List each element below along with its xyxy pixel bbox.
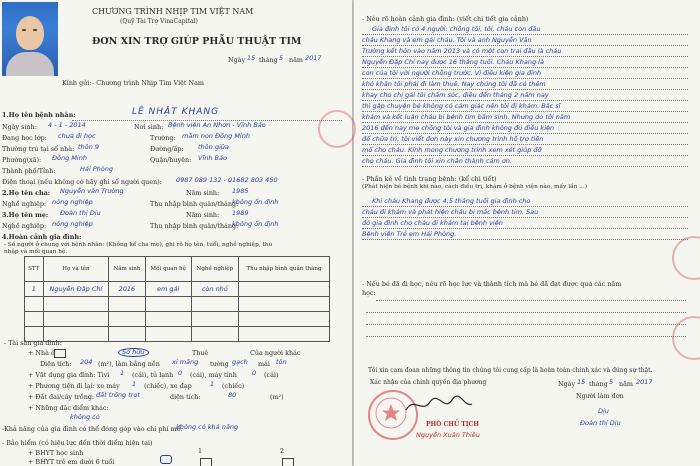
- insurance-option-2: 2: [280, 447, 285, 455]
- table-row: [25, 327, 330, 342]
- handwritten-line: Trường kết hôn vào năm 2013 và có một con trai đầu là cháu: [362, 47, 562, 55]
- motorbike-count: 1: [132, 380, 137, 388]
- ward-label: Phường(xã):: [2, 156, 42, 164]
- area-value: 204: [80, 358, 93, 366]
- mother-name: Đoàn thị Dịu: [60, 209, 101, 217]
- col-stt: STT: [25, 257, 44, 282]
- bike-unit: (chiếc): [222, 382, 245, 390]
- program-name: CHƯƠNG TRÌNH NHỊP TIM VIỆT NAM: [92, 7, 254, 16]
- date-prefix: Ngày: [228, 56, 246, 64]
- handwritten-line: Khi cháu Khang được 4,5 tháng tuổi gia đình cho: [372, 197, 531, 205]
- father-yob: 1985: [232, 187, 249, 195]
- official-name: Nguyễn Xuân Thiều: [416, 431, 480, 439]
- handwritten-line: đó gia đình cho cháu đi khám tại bệnh viện: [362, 219, 503, 227]
- family-note-2: nhập và mối quan hệ.: [4, 249, 68, 255]
- date-year: 2017: [305, 54, 322, 62]
- sponsor: (Quỹ Tài Trợ VinaCapital): [120, 18, 198, 25]
- district-value: Vĩnh Bảo: [198, 154, 227, 162]
- relative-option[interactable]: Của người khác: [250, 349, 301, 357]
- handwritten-line: Nguyễn Đặp Chí nay được 16 tháng tuổi. Cháu Khang là: [362, 58, 544, 66]
- street-label: Đường/ấp:: [150, 145, 184, 153]
- bike-label: (chiếc), xe đạp: [144, 382, 192, 390]
- ward-value: Đồng Minh: [52, 154, 87, 162]
- household-table: [24, 256, 330, 342]
- medical-sub: (Phát hiện bé bệnh khi nào, cách điều trị, khám ở bệnh viện nào, mấy lần ...): [362, 184, 587, 190]
- mother-income: không ổn định: [232, 220, 279, 228]
- edge-stamp-1: [672, 236, 700, 280]
- mother-label: 3.Họ tên mẹ:: [2, 211, 49, 219]
- father-label: 2.Họ tên cha:: [2, 189, 51, 197]
- land-unit: (m²): [270, 393, 284, 401]
- bhyt-child-label: + BHYT trẻ em dưới 6 tuổi: [28, 458, 115, 466]
- edge-stamp-2: [672, 316, 700, 360]
- address-label: Thường trú tại số nhà:: [2, 145, 75, 153]
- medical-label: - Phần kê về tình trạng bệnh: (kể chi tiết): [362, 175, 497, 183]
- school-value: mầm non Đồng Minh: [182, 132, 250, 140]
- father-yob-label: Năm sinh:: [186, 189, 220, 197]
- handwritten-line: khám và kết luận cháu bị bệnh tim bẩm sinh. Nhưng do tới năm: [362, 113, 571, 121]
- other-value: không có: [70, 413, 100, 421]
- fridge-count: 0: [178, 369, 183, 377]
- local-authority-label: Xác nhận của chính quyền địa phương: [370, 379, 487, 386]
- roof-value: tôn: [276, 358, 287, 366]
- table-row: [25, 312, 330, 327]
- bhyt-option2-checkbox[interactable]: [282, 458, 294, 466]
- bike-count: 1: [210, 380, 215, 388]
- bhyt-student-label: + BHYT học sinh: [28, 449, 84, 457]
- city-label: Thành phố/Tỉnh:: [2, 167, 56, 175]
- applicant-label: Người làm đơn: [576, 392, 624, 400]
- land-area-value: 80: [228, 391, 237, 399]
- own-checkbox[interactable]: [54, 349, 66, 358]
- handwritten-line: thì gặp chuyện bé không có cảm giác nên tôi đi khám. Bác sĩ: [362, 102, 561, 110]
- form-title: ĐƠN XIN TRỢ GIÚP PHẪU THUẬT TIM: [92, 36, 302, 47]
- col-job: Nghề nghiệp: [191, 257, 238, 282]
- date-day: 15: [247, 54, 256, 62]
- sign-date-month: 5: [609, 378, 614, 386]
- official-title: PHÓ CHỦ TỊCH: [426, 421, 479, 428]
- pc-unit: (cái): [264, 371, 279, 379]
- handwritten-line: cháu Khang và em gái cháu. Tôi và anh Nguyễn Văn: [362, 36, 532, 44]
- cell-yob: 2016: [109, 282, 146, 297]
- other-label: + Những đặc điểm khác:: [28, 404, 109, 412]
- mother-yob-label: Năm sinh:: [186, 211, 220, 219]
- insurance-label: - Bảo hiểm (có hiệu lực đến thời điểm hiện tại): [2, 439, 153, 447]
- school-history-sub: học:: [362, 289, 376, 297]
- cell-stt: 1: [25, 282, 44, 297]
- cell-relation: em gái: [145, 282, 191, 297]
- sign-date-prefix: Ngày: [558, 380, 576, 388]
- tv-count: 1: [120, 369, 125, 377]
- col-relation: Mối quan hệ: [145, 257, 191, 282]
- phone-value: 0987 089 132 - 01682 803 450: [176, 176, 278, 184]
- father-job: nông nghiệp: [52, 198, 93, 206]
- house-label: + Nhà ở: [28, 349, 55, 357]
- fridge-label: (cái), tủ lạnh: [132, 371, 174, 379]
- family-note-1: - Số người ở chung với bệnh nhân: (Không kể cha mẹ), ghi rõ họ tên, tuổi, nghề nghiệp, thu: [4, 242, 273, 248]
- left-edge-stamp: [318, 110, 356, 148]
- school-history-label: - Nếu bé đã đi học, nêu rõ học lực và thành tích mà bé đã đạt được qua các năm: [362, 280, 622, 288]
- col-income: Thu nhập bình quân tháng: [238, 257, 329, 282]
- handwritten-line: Bệnh viện Trẻ em Hải Phòng.: [362, 230, 457, 238]
- sign-date-day: 15: [577, 378, 586, 386]
- pc-count: 0: [252, 369, 257, 377]
- floor-value: xi măng: [172, 358, 199, 366]
- rent-option[interactable]: Thuê: [192, 349, 209, 357]
- land-label: + Đất đai/cây trồng:: [28, 393, 95, 401]
- recipient-value: - Chương trình Nhịp Tim Việt Nam: [92, 79, 204, 87]
- birthplace-label: Nơi sinh:: [134, 123, 164, 131]
- wall-value: gạch: [232, 358, 248, 366]
- handwritten-line: 2016 đến nay mẹ chồng tôi và gia đình không đủ điều kiện: [362, 124, 555, 132]
- cell-income: [238, 282, 329, 297]
- support-label: -Khả năng của gia đình có thể đóng góp vào chi phí mổ:: [2, 425, 183, 433]
- official-signature-icon: [404, 394, 474, 416]
- father-job-label: Nghề nghiệp:: [2, 200, 47, 208]
- patient-name: LÊ NHẬT KHANG: [132, 107, 220, 117]
- area-unit: (m²), làm bằng nền: [98, 360, 160, 368]
- cell-job: còn nhỏ: [191, 282, 238, 297]
- roof-label: mái: [258, 360, 270, 368]
- land-value: đất trồng trọt: [96, 391, 140, 399]
- city-value: Hải Phòng: [80, 165, 114, 173]
- mother-income-label: Thu nhập bình quân/tháng:: [150, 222, 239, 230]
- section-patient: 1.Họ tên bệnh nhân:: [2, 111, 76, 119]
- sign-month-label: tháng: [589, 380, 608, 388]
- handwritten-line: Gia đình tôi có 4 người: chồng tôi, tôi, cháu con đầu: [372, 25, 541, 33]
- handwritten-line: con của tôi với người chồng trước. Vì điều kiện gia đình: [362, 69, 542, 77]
- form-page-right: [354, 0, 700, 466]
- table-row: [25, 297, 330, 312]
- table-header-row: [25, 257, 330, 282]
- support-value: không có khả năng: [176, 423, 239, 431]
- pc-label: (cái), máy tính: [190, 371, 237, 379]
- dob: 4 - 1 - 2014: [48, 121, 86, 129]
- handwritten-line: để chữa trị, tôi viết đơn này xin chương trình hỗ trợ tiền: [362, 135, 544, 143]
- district-label: Quận/huyện:: [150, 156, 192, 164]
- handwritten-line: khó khăn tôi phải đi làm thuê. Nay chúng tôi đã có thêm: [362, 80, 546, 88]
- handwritten-line: cho cháu. Gia đình tôi xin chân thành cảm ơn.: [362, 157, 512, 165]
- father-income: không ổn định: [232, 198, 279, 206]
- father-name: Nguyễn văn Trường: [60, 187, 124, 195]
- own-option[interactable]: Sở hữu: [118, 348, 149, 357]
- pledge-text: Tôi xin cam đoan những thông tin chúng tôi cung cấp là hoàn toàn chính xác và đúng sự thật.: [368, 367, 653, 374]
- land-area-label: diện tích:: [170, 393, 201, 401]
- mother-yob: 1989: [232, 209, 249, 217]
- col-name: Họ và tên: [43, 257, 109, 282]
- father-income-label: Thu nhập bình quân/tháng:: [150, 200, 239, 208]
- applicant-signature: Dịu: [598, 407, 609, 415]
- circumstance-label: - Nêu rõ hoàn cảnh gia đình: (viết chi tiết gia cảnh): [362, 15, 529, 23]
- date-year-label: năm: [289, 56, 303, 64]
- street-value: thôn giữa: [198, 143, 229, 151]
- section-family: 4.Hoàn cảnh gia đình:: [2, 233, 82, 241]
- col-yob: Năm sinh: [109, 257, 146, 282]
- address-hamlet: thôn 9: [78, 143, 99, 151]
- handwritten-line: cháu đi khám và phát hiện cháu bị mắc bệnh tim. Sau: [362, 208, 539, 216]
- bhyt-student-checkbox[interactable]: [160, 455, 172, 464]
- date-month-label: tháng: [259, 56, 278, 64]
- handwritten-line: mổ cho cháu. Kính mong chương trình xem xét giúp đỡ: [362, 146, 542, 154]
- class-label: Đang học lớp:: [2, 134, 47, 142]
- cell-name: Nguyễn Đặp Chí: [43, 282, 109, 297]
- mother-job-label: Nghề nghiệp:: [2, 222, 47, 230]
- patient-photo: [2, 2, 58, 76]
- applicant-name: Đoàn thị Dịu: [580, 419, 621, 427]
- birthplace: Bệnh viện An Nhơn - Vĩnh Bảo: [168, 121, 266, 129]
- phone-label: Điện thoại (nếu không có hãy ghi số người quen):: [2, 178, 162, 186]
- insurance-option-1: 1: [198, 447, 203, 455]
- handwritten-line: khay cho chị gái tôi chăm sóc, điều đến tháng 2 năm nay: [362, 91, 549, 99]
- sign-date-year: 2017: [636, 378, 653, 386]
- wall-label: tường: [210, 360, 229, 368]
- table-row: [25, 282, 330, 297]
- mother-job: nông nghiệp: [52, 220, 93, 228]
- assets-label: - Tài sản gia đình:: [4, 339, 62, 347]
- bhyt-option1-checkbox[interactable]: [200, 458, 212, 466]
- sign-year-label: năm: [619, 380, 633, 388]
- recipient-label: Kính gửi:: [62, 79, 92, 87]
- date-month: 5: [279, 54, 284, 62]
- school-label: Trường:: [150, 134, 176, 142]
- area-label: Diện tích:: [40, 360, 72, 368]
- class-value: chưa đi học: [58, 132, 96, 140]
- vehicle-label: + Phương tiện đi lại: xe máy: [28, 382, 120, 390]
- dob-label: Ngày sinh:: [2, 123, 37, 131]
- assets-tv-label: + Vật dụng gia đình: Tivi: [28, 371, 110, 379]
